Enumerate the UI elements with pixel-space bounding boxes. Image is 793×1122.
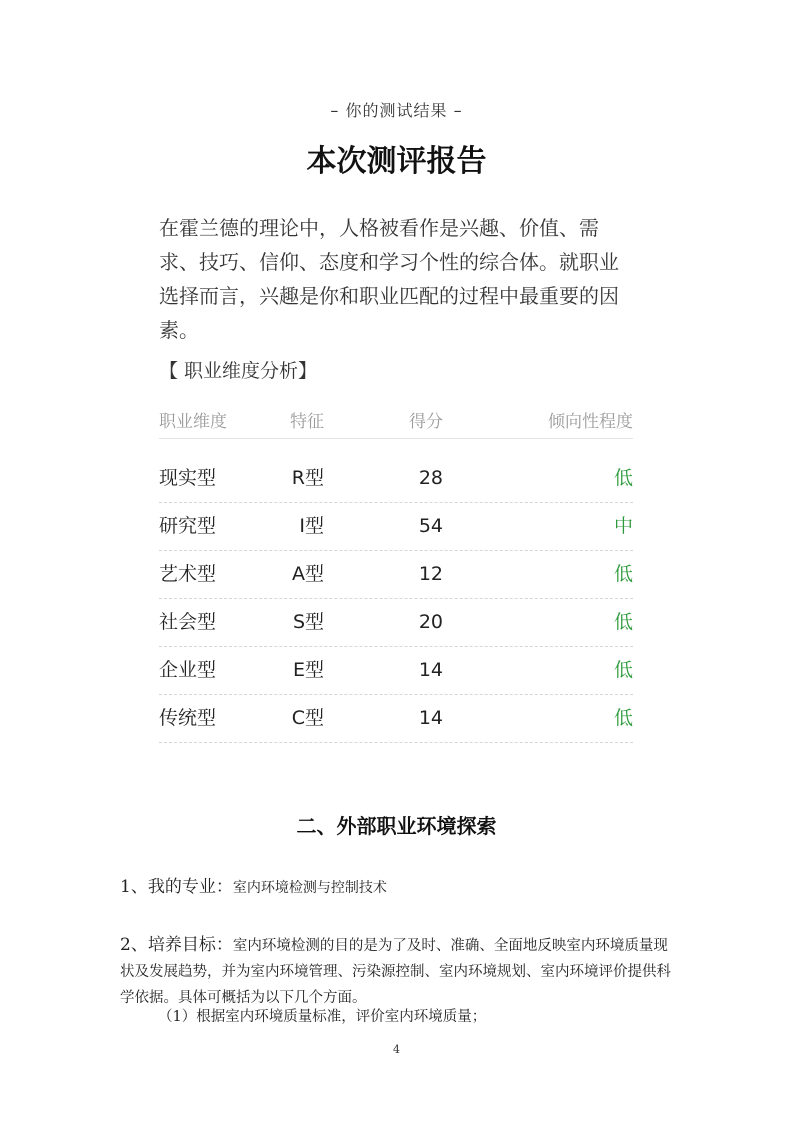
table-row: [159, 551, 633, 599]
cell-dimension: 现实型: [159, 467, 217, 489]
cell-dimension: 企业型: [159, 659, 217, 681]
table-row: [159, 647, 633, 695]
cell-trait: E型: [292, 659, 324, 681]
header-dimension: 职业维度: [159, 412, 227, 432]
cell-dimension: 艺术型: [159, 563, 217, 585]
intro-paragraph: 在霍兰德的理论中，人格被看作是兴趣、价值、需求、技巧、信仰、态度和学习个性的综合体。就职业选择而言，兴趣是你和职业匹配的过程中最重要的因素。: [159, 216, 619, 342]
cell-dimension: 社会型: [159, 611, 217, 633]
page-number: 4: [393, 1043, 400, 1056]
major-line: [120, 872, 387, 897]
cell-level: 中: [613, 515, 633, 537]
result-subtitle: – 你的测试结果 –: [330, 101, 463, 120]
analysis-section-label: 【 职业维度分析】: [159, 360, 318, 382]
section-heading: 二、外部职业环境探索: [296, 814, 497, 838]
major-label: 1、我的专业：: [120, 877, 233, 897]
cell-dimension: 传统型: [159, 707, 217, 729]
table-row: [159, 695, 633, 743]
header-trait: 特征: [290, 412, 324, 432]
cell-trait: A型: [292, 563, 324, 585]
cell-level: 低: [613, 659, 633, 681]
goal-paragraph: [120, 932, 680, 1011]
cell-dimension: 研究型: [159, 515, 217, 537]
dimension-table: [159, 407, 633, 743]
cell-score: 12: [418, 563, 443, 585]
table-row: [159, 503, 633, 551]
cell-trait: S型: [292, 611, 324, 633]
goal-text: 室内环境检测的目的是为了及时、准确、全面地反映室内环境质量现状及发展趋势，并为室内环境管理、污染源控制、室内环境规划、室内环境评价提供科学依据。具体可概括为以下几个方面。: [120, 938, 671, 1006]
header-level: 倾向性程度: [548, 412, 633, 432]
cell-level: 低: [613, 467, 633, 489]
cell-score: 28: [418, 467, 443, 489]
table-spacer: [159, 439, 633, 455]
goal-label: 2、培养目标：: [120, 935, 233, 955]
cell-level: 低: [613, 611, 633, 633]
cell-trait: R型: [291, 467, 324, 489]
cell-level: 低: [613, 563, 633, 585]
report-title: 本次测评报告: [306, 144, 487, 179]
cell-score: 54: [418, 515, 443, 537]
table-row: [159, 599, 633, 647]
cell-trait: C型: [291, 707, 324, 729]
table-header: [159, 407, 633, 439]
table-row: [159, 455, 633, 503]
cell-score: 20: [418, 611, 443, 633]
major-value: 室内环境检测与控制技术: [232, 880, 387, 896]
cell-score: 14: [418, 659, 443, 681]
header-score: 得分: [409, 412, 443, 432]
cell-level: 低: [613, 707, 633, 729]
cell-trait: I型: [299, 515, 324, 537]
cell-score: 14: [418, 707, 443, 729]
goal-item-1: （1）根据室内环境质量标准，评价室内环境质量；: [158, 1009, 487, 1025]
